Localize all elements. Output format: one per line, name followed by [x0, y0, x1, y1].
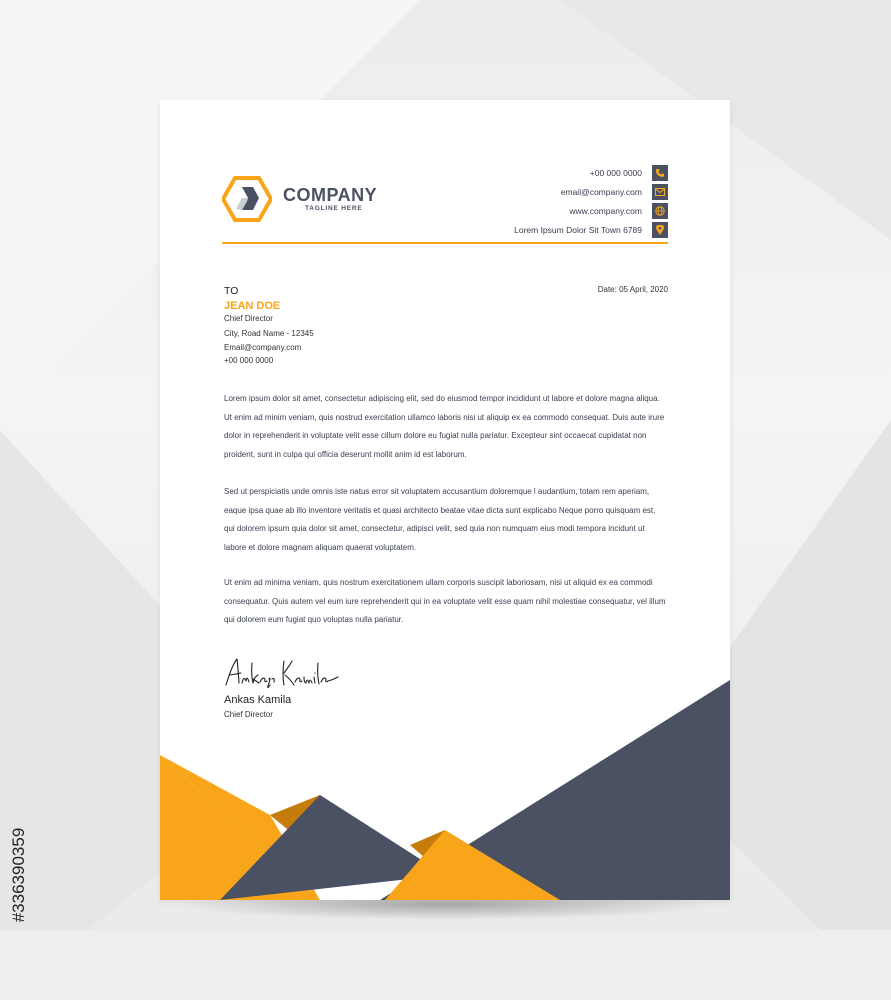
contact-phone-row [590, 164, 668, 182]
body-paragraph: Sed ut perspiciatis unde omnis iste natus error sit voluptatem accusantium doloremque l audantium, totam rem aperiam, eaque ipsa quae ab illo inventore veritatis et quasi architecto beatae vitae dicta sunt explicabo Neque porro quisquam est, qui dolorem ipsum quia dolor sit amet, consectetur, adipisci velit, sed quia non numquam eius modi tempora incidunt ut labore et dolore magnam aliquam quaerat voluptatem. [224, 487, 656, 552]
recipient-phone: +00 000 0000 [224, 356, 274, 365]
contact-address-row [514, 221, 668, 239]
email-icon [652, 184, 668, 200]
hexagon-logo-icon [222, 176, 272, 222]
body-paragraph: Lorem ipsum dolor sit amet, consectetur adipiscing elit, sed do eiusmod tempor incididunt ut labore et dolore magna aliqua. Ut enim ad minim veniam, quis nostrud exercitation ullamco laboris nisi ut aliquip ex ea commodo consequat. Duis aute irure dolor in reprehenderit in voluptate velit esse cillum dolore eu fugiat nulla pariatur. Excepteur sint occaecat cupidatat non proident, sunt in culpa qui officia deserunt mollit anim id est laborum. [224, 394, 665, 459]
stock-id-label [10, 760, 28, 990]
letterhead-page [160, 100, 730, 900]
contact-address: Lorem Ipsum Dolor Sit Town 6789 [514, 225, 642, 235]
recipient-address: City, Road Name - 12345 [224, 329, 314, 338]
signer-name: Ankas Kamila [224, 694, 292, 706]
contact-email: email@company.com [560, 187, 642, 197]
recipient-email: Email@company.com [224, 343, 302, 352]
location-icon [652, 222, 668, 238]
stock-id-text: #336390359 [9, 827, 28, 923]
contact-website-row [569, 202, 668, 220]
contact-email-row [561, 183, 668, 201]
company-tagline: TAGLINE HERE [305, 205, 363, 212]
company-name: COMPANY [283, 185, 378, 205]
footer-geometric-shapes [160, 670, 730, 900]
recipient-name: JEAN DOE [224, 300, 281, 312]
globe-icon [652, 203, 668, 219]
header-divider [222, 242, 668, 244]
signer-title: Chief Director [224, 710, 273, 719]
to-label: TO [224, 285, 239, 297]
contact-phone: +00 000 0000 [589, 168, 642, 178]
body-paragraph: Ut enim ad minima veniam, quis nostrum exercitationem ullam corporis suscipit laboriosam, nisi ut aliquid ex ea commodi consequatur. Quis autem vel eum iure reprehenderit qui in ea voluptate velit esse quam nihil molestiae consequatur, vel illum qui dolorem eum fugiat quo voluptas nulla pariatur. [224, 578, 666, 624]
recipient-title: Chief Director [224, 314, 273, 323]
phone-icon [652, 165, 668, 181]
letter-date: Date: 05 April, 2020 [597, 285, 668, 294]
contact-website: www.company.com [569, 206, 642, 216]
